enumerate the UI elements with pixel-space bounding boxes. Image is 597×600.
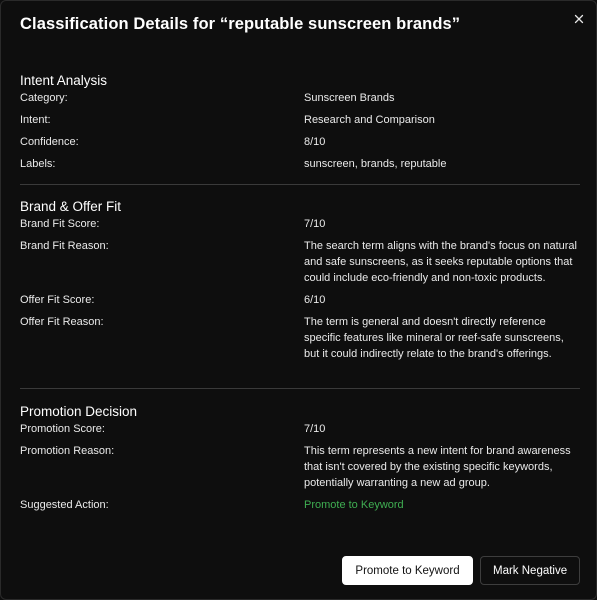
promotion-score-value: 7/10 bbox=[304, 423, 326, 435]
brand-fit-reason-row bbox=[20, 238, 580, 286]
brand-fit-score-row bbox=[20, 216, 580, 232]
section-divider bbox=[20, 184, 580, 185]
brand-fit-score-value: 7/10 bbox=[304, 218, 326, 230]
promotion-score-label: Promotion Score: bbox=[20, 423, 105, 435]
intent-analysis-section bbox=[20, 73, 580, 172]
close-icon bbox=[571, 11, 587, 27]
brand-fit-reason-label: Brand Fit Reason: bbox=[20, 240, 109, 252]
intent-value: Research and Comparison bbox=[304, 114, 435, 126]
confidence-value: 8/10 bbox=[304, 136, 326, 148]
suggested-action-label: Suggested Action: bbox=[20, 499, 109, 511]
offer-fit-score-label: Offer Fit Score: bbox=[20, 294, 95, 306]
suggested-action-row bbox=[20, 497, 580, 513]
offer-fit-reason-label: Offer Fit Reason: bbox=[20, 316, 104, 328]
brand-offer-fit-heading: Brand & Offer Fit bbox=[20, 199, 122, 214]
dialog-title: Classification Details for “reputable sunscreen brands” bbox=[20, 15, 461, 33]
promotion-reason-label: Promotion Reason: bbox=[20, 445, 115, 457]
brand-fit-reason-value: The search term aligns with the brand's focus on natural and safe sunscreens, as it seeks reputable options that could include eco-friendly and non-toxic products. bbox=[304, 240, 577, 284]
intent-analysis-heading: Intent Analysis bbox=[20, 73, 108, 88]
offer-fit-reason-row bbox=[20, 314, 580, 362]
confidence-label: Confidence: bbox=[20, 136, 79, 148]
offer-fit-score-row bbox=[20, 292, 580, 308]
section-divider bbox=[20, 388, 580, 389]
mark-negative-button[interactable]: Mark Negative bbox=[480, 556, 580, 585]
intent-label: Intent: bbox=[20, 114, 51, 126]
intent-row bbox=[20, 112, 580, 128]
labels-label: Labels: bbox=[20, 158, 56, 170]
offer-fit-reason-value: The term is general and doesn't directly reference specific features like mineral or reef-safe sunscreens, but it could indirectly relate to the brand's offerings. bbox=[304, 316, 564, 360]
promotion-reason-value: This term represents a new intent for brand awareness that isn't covered by the existing specific keywords, potentially warranting a new ad group. bbox=[304, 445, 571, 489]
category-value: Sunscreen Brands bbox=[304, 92, 395, 104]
dialog-footer bbox=[342, 556, 580, 585]
close-button[interactable] bbox=[571, 11, 587, 27]
brand-fit-score-label: Brand Fit Score: bbox=[20, 218, 100, 230]
promote-to-keyword-button[interactable]: Promote to Keyword bbox=[342, 556, 473, 585]
promotion-score-row bbox=[20, 421, 580, 437]
promotion-reason-row bbox=[20, 443, 580, 491]
promotion-decision-heading: Promotion Decision bbox=[20, 404, 138, 419]
confidence-row bbox=[20, 134, 580, 150]
category-row bbox=[20, 90, 580, 106]
promotion-decision-section bbox=[20, 404, 580, 513]
labels-value: sunscreen, brands, reputable bbox=[304, 158, 447, 170]
labels-row bbox=[20, 156, 580, 172]
suggested-action-value: Promote to Keyword bbox=[304, 499, 404, 511]
category-label: Category: bbox=[20, 92, 68, 104]
offer-fit-score-value: 6/10 bbox=[304, 294, 326, 306]
brand-offer-fit-section bbox=[20, 199, 580, 362]
